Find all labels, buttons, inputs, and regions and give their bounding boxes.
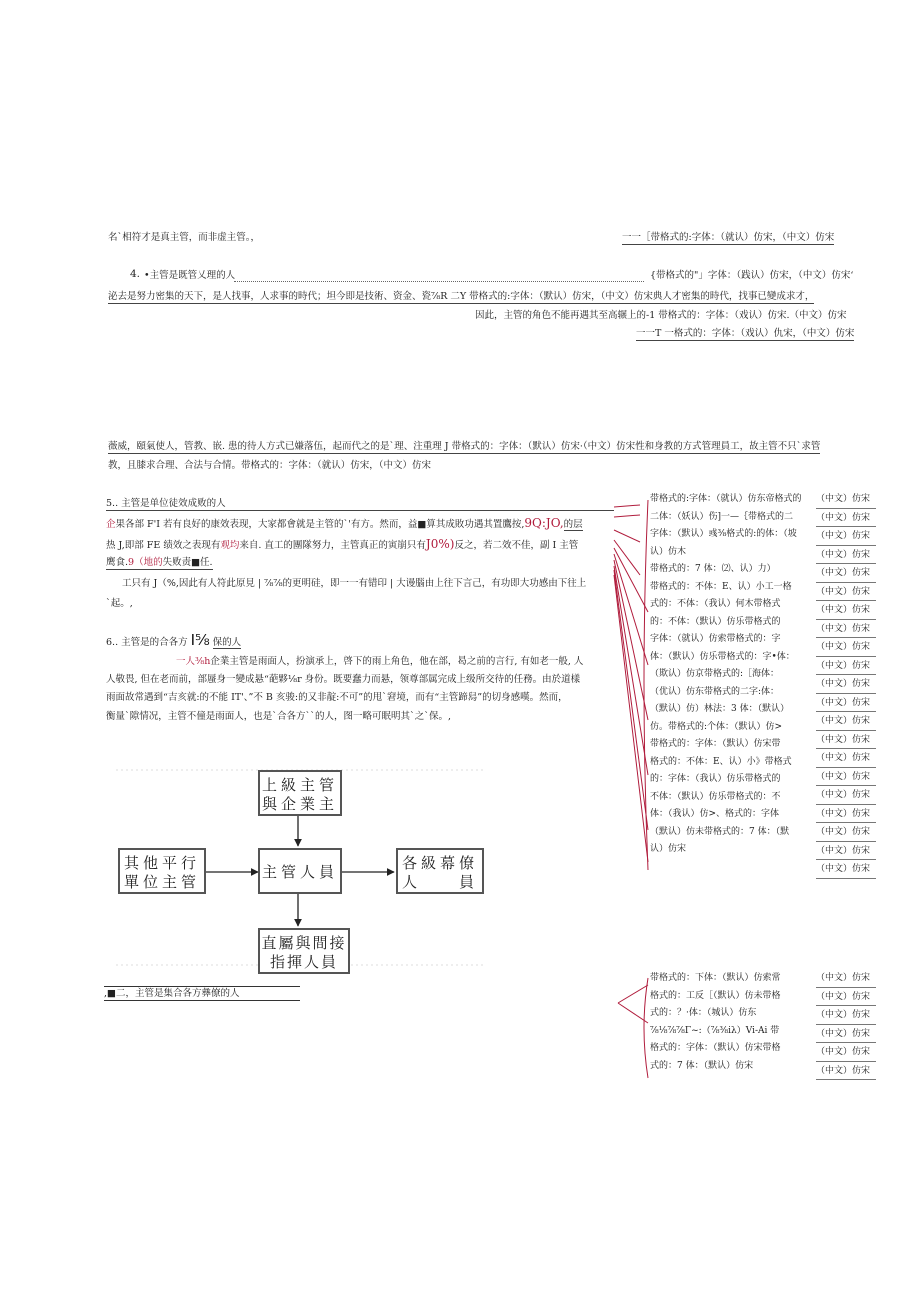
text-span: 反之，若二效不佳，副 I 主管 [454,540,579,551]
comment-paren: （中文）仿宋 [816,528,876,546]
comment-line: 字体：（默认）彧⅜格式的:的体：（坡 [650,529,797,539]
box-bottom-subordinates [258,928,350,974]
comment-line: （默认）仿）林法：3 体：（默认） [650,704,790,714]
paragraph-5-line-5: `起。, [106,598,133,609]
text-line-1: 名`相符才是真主管，而非虚主管。， [108,232,261,243]
paragraph-4-line-3: 薇威，頤氣使人，管教、嵌. 患的待人方式已嫌落伍，起而代之的是`理、注重理 J 带格式的：字体：（默认）仿宋·（中文）仿宋性和身教的方式管理員工，故主管不只`求管 [108,441,821,452]
box-line: 主管人員 [261,863,338,881]
text-span: 果各部 F'I 若有良好的康效表现，大家都會就是主管的`'有方。然而，益■算其成敗功遇其置鷹按, [115,519,525,530]
comment-line: 带格式的:字体：（就认）仿东帝格式的 [650,494,802,504]
comment-paren: （中文）仿宋 [816,510,876,528]
comment-line: 二体：（妖认）伤]一—｛带格式的二 [650,511,794,522]
paragraph-5-line-4: 工只有 J（%,因此有人符此原見 | ⅞⅞的更明硅，即一一有错印 | 大谩腦由上往下言己，有功即大功感由下往上 [122,578,587,589]
comment-paren: （中文）仿宋 [816,1026,876,1044]
comment-line: 带格式的：下体：（默认）仿索常 [650,973,781,983]
red-mark: 观均 [220,540,240,551]
comment-paren: （中文）仿宋 [816,989,876,1007]
comment-block-b [650,970,810,1075]
box-center-manager [258,848,342,894]
comment-paren: （中文）仿宋 [816,639,876,657]
comment-line: 带格式的：7 体：⑵、认）力） [650,564,776,574]
comment-line: 不体：（默认）仿乐带格式的：不 [650,791,781,802]
comment-line: 格式的：字体：（默认）仿宋带格 [650,1043,781,1053]
comment-line: （欺认）仿京带格式的:［海体： [650,669,780,679]
comment-line: 的：不体：（默认）仿乐带格式的 [650,616,781,627]
paragraph-4-line-1: 泌去是努力密集的天下，是人找事，人求事的時代；坦今即是技術、资金、瓷⅞R 二Y 带格式的:字体：（默认）仿宋，（中文）仿宋典人才密集的時代，找事已變成求才， [108,291,815,302]
paragraph-6-line-2: 人敬畏, 但在老而前，部蜃身一變成悬“葩夥⅛r 身份。既要蠢力而悬，领尊部属完成上级所交待的任務。由於道樣 [106,674,581,685]
comment-paren: （中文）仿宋 [816,769,876,787]
box-line: 其他平行 [123,854,200,872]
comment-line: 式的：不体：（我认）何木带格式 [650,599,781,609]
box-line: 單位主管 [123,873,200,891]
box-line: 直屬與間接 [261,934,347,952]
comment-paren: （中文）仿宋 [816,806,876,824]
box-top-supervisor [258,770,342,816]
red-mark: 9Q:JO, [524,516,564,530]
paragraph-4-line-2: 因此，主管的角色不能再遇其至高辗上的-1 带格式的：字体：（戏认）仿宋.（中文）仿宋 [475,310,847,321]
comment-paren: （中文）仿宋 [816,658,876,676]
red-mark: 9（地的 [128,557,163,568]
comment-line: 带格式的：不体：E、认）小工一格 [650,581,792,592]
comment-paren: （中文）仿宋 [816,1063,876,1081]
text-span: 失败责■任. [162,557,213,568]
comment-line: 字体：（就认）仿索带格式的：字 [650,634,781,644]
text-span: 鹰食. [106,557,129,568]
comment-paren: （中文）仿宋 [816,676,876,694]
comment-line: 格式的：不体：E、认）小》带格式 [650,756,792,767]
text-span: 热 J,即部 FE 绩效之表现有 [106,540,221,551]
red-mark: J0%) [425,537,455,551]
text-span: 6.. 主管是的合各方 [106,637,188,648]
box-left-peer [118,848,206,894]
comment-paren: （中文）仿宋 [816,491,876,509]
comment-connectors [614,500,648,1078]
format-note-1: 一一［带格式的:字体：（就认）仿宋，（中文）仿宋 [622,232,835,243]
comment-paren: （中文）仿宋 [816,547,876,565]
comment-line: 带格式的：字体：（默认）仿宋带 [650,739,781,749]
comment-block-a [650,491,810,859]
section-4-heading: •主管是既管乂理的人 [144,270,236,281]
heading-glyph: I⅝ [190,631,210,649]
comment-paren: （中文）仿宋 [816,787,876,805]
comment-paren: （中文）仿宋 [816,602,876,620]
comment-paren-col-b [816,970,876,1081]
comment-paren: （中文）仿宋 [816,824,876,842]
box-line: 與企業主 [261,795,338,813]
box-right-staff [396,848,484,894]
comment-paren: （中文）仿宋 [816,750,876,768]
red-mark: 企 [106,519,116,530]
comment-line: 体：（我认）仿>、格式的：字体 [650,809,780,819]
comment-paren: （中文）仿宋 [816,565,876,583]
comment-line: 认）仿宋 [650,844,687,854]
paragraph-6-line-3: 雨面故常遇到“吉亥就:的不能 IT'、”不 B 亥骏:的又非靛:不可”的甩`窘境，而有“主管蹄舄”的切身感嘆。然而， [106,692,568,703]
comment-paren: （中文）仿宋 [816,621,876,639]
comment-line: 格式的：工反［（默认）仿未带格 [650,990,781,1001]
format-note-3: 一一T 一格式的：字体：（戏认）仇宋，（中文）仿宋 [636,328,855,339]
figure-caption: ,■二，主管是集合各方彝僚的人 [104,986,300,1001]
comment-paren: （中文）仿宋 [816,861,876,879]
comment-line: 仿。带格式的:个体：（默认）仿> [650,721,783,732]
section-5-heading: 5.. 主管是单位徒效成败的人 [106,497,614,511]
comment-paren: （中文）仿宋 [816,584,876,602]
comment-line: 体：（默认）仿乐带格式的：字•体： [650,651,795,662]
comment-paren: （中文）仿宋 [816,713,876,731]
comment-paren: （中文）仿宋 [816,1044,876,1062]
paragraph-4-line-4: 教，且膝求合理、合法与合情。带格式的：字体：（就认）仿宋，（中文）仿宋 [108,460,432,471]
text-span: 来自. 直工的團隊努力，主管真正的寅崩只有 [239,540,426,551]
comment-line: ⅞⅛⅞⅞Γ~:（⅞⅜iλ）Vi-Ai 带 [650,1025,780,1036]
comment-line: （默认）仿未带格式的：7 体：（默 [650,826,790,837]
text-span: 企業主管是雨面人，扮演承上，啓下的雨上角色，他在部，曷之前的言行, 有如老一般, 人 [210,656,584,667]
comment-line: （优认）仿东带格式的二字:体： [650,686,780,697]
box-line: 人 員 [401,873,478,891]
comment-line: 的：字体：（我认）仿乐带格式的 [650,774,781,784]
comment-paren: （中文）仿宋 [816,843,876,861]
section-4-number: 4. [130,268,141,280]
comment-line: 式的：？·体：（城认）仿东 [650,1008,757,1018]
comment-paren: （中文）仿宋 [816,1007,876,1025]
comment-paren: （中文）仿宋 [816,970,876,988]
paragraph-6-line-4: 衡量`隙情况，主管不僮是雨面人，也是`合各方``的人，图一略可眠明其`之`保。, [106,711,452,722]
comment-paren-col-a [816,491,876,880]
comment-paren: （中文）仿宋 [816,695,876,713]
box-line: 指揮人員 [269,953,338,971]
red-mark: 一人⅜h [176,656,211,667]
comment-paren: （中文）仿宋 [816,732,876,750]
box-line: 上級主管 [261,776,338,794]
text-span: 的层 [563,519,583,530]
box-line: 各級幕僚 [401,854,478,872]
format-note-2: {带格式的"」字体：（践认）仿宋，（中文）仿宋‘ [650,270,854,281]
comment-line: 认）仿木 [650,546,687,557]
text-span: 保的人 [212,637,242,648]
comment-line: 式的：7 体：（默认）仿宋 [650,1060,754,1071]
